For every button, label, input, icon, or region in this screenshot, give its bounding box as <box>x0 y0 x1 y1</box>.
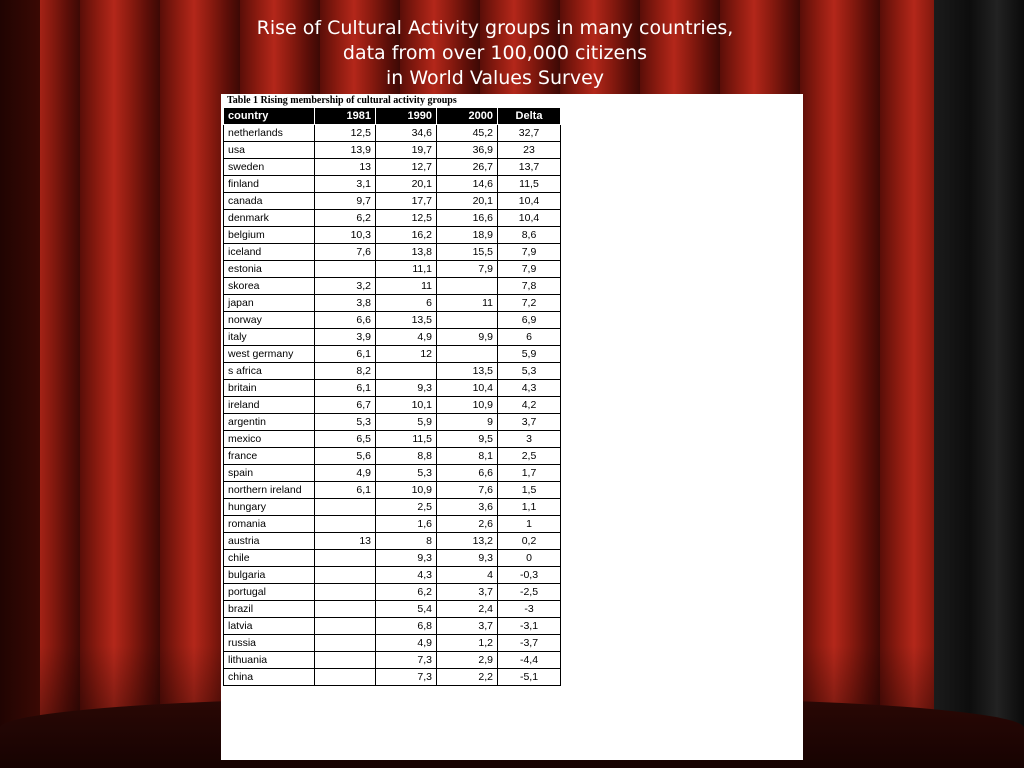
cell-1990: 5,3 <box>376 465 437 482</box>
cell-2000: 45,2 <box>437 125 498 142</box>
cell-country: spain <box>224 465 315 482</box>
cell-2000: 7,6 <box>437 482 498 499</box>
cell-1981: 13 <box>315 533 376 550</box>
cell-delta: 10,4 <box>498 193 561 210</box>
cell-2000: 9 <box>437 414 498 431</box>
cell-1981 <box>315 261 376 278</box>
table-caption: Table 1 Rising membership of cultural activity groups <box>227 95 457 106</box>
cell-country: russia <box>224 635 315 652</box>
cell-delta: 6 <box>498 329 561 346</box>
cell-2000: 3,7 <box>437 584 498 601</box>
cell-1990: 4,9 <box>376 635 437 652</box>
cell-1981 <box>315 635 376 652</box>
cell-1981: 6,1 <box>315 380 376 397</box>
cell-delta: 4,2 <box>498 397 561 414</box>
cell-2000: 2,2 <box>437 669 498 686</box>
cell-1990: 19,7 <box>376 142 437 159</box>
table-row <box>224 431 561 448</box>
cell-2000: 6,6 <box>437 465 498 482</box>
table-row <box>224 397 561 414</box>
table-body <box>224 125 561 686</box>
cell-1990: 7,3 <box>376 652 437 669</box>
cell-2000: 11 <box>437 295 498 312</box>
cell-2000 <box>437 278 498 295</box>
cell-country: iceland <box>224 244 315 261</box>
title-line-1: Rise of Cultural Activity groups in many countries, <box>256 17 734 39</box>
cell-1981 <box>315 669 376 686</box>
cell-1981: 9,7 <box>315 193 376 210</box>
table-row <box>224 261 561 278</box>
title-line-3: in World Values Survey <box>385 67 605 89</box>
cell-country: mexico <box>224 431 315 448</box>
header-2000: 2000 <box>437 108 498 125</box>
table-row <box>224 618 561 635</box>
cell-country: usa <box>224 142 315 159</box>
cell-country: finland <box>224 176 315 193</box>
cell-country: denmark <box>224 210 315 227</box>
table-row <box>224 567 561 584</box>
cell-2000: 2,4 <box>437 601 498 618</box>
cell-1990: 12,5 <box>376 210 437 227</box>
cell-1981: 6,5 <box>315 431 376 448</box>
cell-delta: 1,7 <box>498 465 561 482</box>
cell-delta: 11,5 <box>498 176 561 193</box>
cell-1990: 11,1 <box>376 261 437 278</box>
cell-delta: 8,6 <box>498 227 561 244</box>
cell-1990: 2,5 <box>376 499 437 516</box>
cell-1981: 3,2 <box>315 278 376 295</box>
cell-2000: 20,1 <box>437 193 498 210</box>
cell-country: ireland <box>224 397 315 414</box>
cell-1990: 12,7 <box>376 159 437 176</box>
cell-1990: 5,9 <box>376 414 437 431</box>
cell-2000: 8,1 <box>437 448 498 465</box>
cell-1990: 11,5 <box>376 431 437 448</box>
cell-country: estonia <box>224 261 315 278</box>
table-row <box>224 346 561 363</box>
table-header-row <box>224 108 561 125</box>
cell-1990: 20,1 <box>376 176 437 193</box>
cell-1990: 6,8 <box>376 618 437 635</box>
cell-country: france <box>224 448 315 465</box>
table-row <box>224 312 561 329</box>
cell-1981 <box>315 618 376 635</box>
cell-country: argentin <box>224 414 315 431</box>
cell-country: austria <box>224 533 315 550</box>
cell-2000: 10,4 <box>437 380 498 397</box>
cell-delta: 5,9 <box>498 346 561 363</box>
cell-2000: 2,9 <box>437 652 498 669</box>
table-row <box>224 584 561 601</box>
cell-delta: 7,8 <box>498 278 561 295</box>
cell-country: lithuania <box>224 652 315 669</box>
cell-2000: 3,6 <box>437 499 498 516</box>
cell-1981 <box>315 550 376 567</box>
cell-1990: 5,4 <box>376 601 437 618</box>
cell-1990: 13,8 <box>376 244 437 261</box>
cell-2000: 14,6 <box>437 176 498 193</box>
cell-1990: 6,2 <box>376 584 437 601</box>
cell-delta: -4,4 <box>498 652 561 669</box>
right-drape <box>934 0 1024 768</box>
cell-1981: 12,5 <box>315 125 376 142</box>
cell-1990: 1,6 <box>376 516 437 533</box>
cell-2000: 9,9 <box>437 329 498 346</box>
cell-delta: 3,7 <box>498 414 561 431</box>
cell-2000 <box>437 346 498 363</box>
cell-delta: 1,5 <box>498 482 561 499</box>
table-row <box>224 499 561 516</box>
cell-delta: 23 <box>498 142 561 159</box>
cell-delta: 0 <box>498 550 561 567</box>
cell-delta: 1,1 <box>498 499 561 516</box>
cell-1981: 6,2 <box>315 210 376 227</box>
cell-1981 <box>315 516 376 533</box>
table-row <box>224 176 561 193</box>
cell-country: china <box>224 669 315 686</box>
cell-delta: 1 <box>498 516 561 533</box>
cell-country: norway <box>224 312 315 329</box>
cell-1981: 5,3 <box>315 414 376 431</box>
cell-country: hungary <box>224 499 315 516</box>
cell-country: netherlands <box>224 125 315 142</box>
cell-delta: 5,3 <box>498 363 561 380</box>
cell-country: sweden <box>224 159 315 176</box>
table-row <box>224 329 561 346</box>
cell-2000: 4 <box>437 567 498 584</box>
table-row <box>224 482 561 499</box>
cell-1990: 13,5 <box>376 312 437 329</box>
cell-1981: 6,6 <box>315 312 376 329</box>
cell-1990: 8,8 <box>376 448 437 465</box>
cell-1981: 3,8 <box>315 295 376 312</box>
cell-2000: 13,2 <box>437 533 498 550</box>
cell-delta: -2,5 <box>498 584 561 601</box>
cell-2000: 15,5 <box>437 244 498 261</box>
table-row <box>224 652 561 669</box>
cell-delta: 4,3 <box>498 380 561 397</box>
cell-delta: 10,4 <box>498 210 561 227</box>
table-sheet <box>221 94 803 760</box>
cell-delta: 32,7 <box>498 125 561 142</box>
title-line-2: data from over 100,000 citizens <box>342 42 648 64</box>
cell-country: canada <box>224 193 315 210</box>
table-row <box>224 465 561 482</box>
cell-1981 <box>315 567 376 584</box>
table-row <box>224 380 561 397</box>
membership-table <box>223 107 561 686</box>
cell-1990: 10,1 <box>376 397 437 414</box>
cell-1981: 6,1 <box>315 482 376 499</box>
table-row <box>224 159 561 176</box>
cell-1990: 17,7 <box>376 193 437 210</box>
cell-1981: 6,1 <box>315 346 376 363</box>
cell-1981: 6,7 <box>315 397 376 414</box>
cell-1981: 13,9 <box>315 142 376 159</box>
cell-country: brazil <box>224 601 315 618</box>
cell-country: northern ireland <box>224 482 315 499</box>
cell-delta: 3 <box>498 431 561 448</box>
cell-2000: 3,7 <box>437 618 498 635</box>
cell-1981 <box>315 652 376 669</box>
cell-delta: -3,1 <box>498 618 561 635</box>
cell-2000: 18,9 <box>437 227 498 244</box>
cell-2000: 16,6 <box>437 210 498 227</box>
header-1981: 1981 <box>315 108 376 125</box>
cell-1990: 10,9 <box>376 482 437 499</box>
slide-title <box>180 16 810 91</box>
cell-delta: 7,2 <box>498 295 561 312</box>
cell-1981: 10,3 <box>315 227 376 244</box>
cell-delta: -0,3 <box>498 567 561 584</box>
cell-country: chile <box>224 550 315 567</box>
cell-1981 <box>315 499 376 516</box>
cell-1990: 9,3 <box>376 550 437 567</box>
cell-1981: 5,6 <box>315 448 376 465</box>
cell-1990 <box>376 363 437 380</box>
cell-1981: 3,9 <box>315 329 376 346</box>
cell-delta: 2,5 <box>498 448 561 465</box>
cell-country: skorea <box>224 278 315 295</box>
cell-country: britain <box>224 380 315 397</box>
left-drape <box>0 0 40 768</box>
table-row <box>224 193 561 210</box>
header-delta: Delta <box>498 108 561 125</box>
header-country: country <box>224 108 315 125</box>
cell-1981: 3,1 <box>315 176 376 193</box>
cell-delta: 13,7 <box>498 159 561 176</box>
table-row <box>224 448 561 465</box>
cell-1981: 4,9 <box>315 465 376 482</box>
cell-1990: 34,6 <box>376 125 437 142</box>
cell-2000: 9,5 <box>437 431 498 448</box>
table-row <box>224 295 561 312</box>
cell-1990: 4,9 <box>376 329 437 346</box>
table-row <box>224 363 561 380</box>
cell-1990: 8 <box>376 533 437 550</box>
cell-country: italy <box>224 329 315 346</box>
cell-2000: 26,7 <box>437 159 498 176</box>
cell-country: japan <box>224 295 315 312</box>
cell-delta: 7,9 <box>498 261 561 278</box>
table-row <box>224 601 561 618</box>
cell-country: west germany <box>224 346 315 363</box>
table-row <box>224 516 561 533</box>
table-row <box>224 414 561 431</box>
cell-2000: 7,9 <box>437 261 498 278</box>
cell-1990: 9,3 <box>376 380 437 397</box>
cell-delta: 6,9 <box>498 312 561 329</box>
cell-delta: -3,7 <box>498 635 561 652</box>
cell-country: belgium <box>224 227 315 244</box>
table-row <box>224 635 561 652</box>
cell-1990: 7,3 <box>376 669 437 686</box>
cell-country: portugal <box>224 584 315 601</box>
table-row <box>224 550 561 567</box>
cell-country: s africa <box>224 363 315 380</box>
cell-delta: 0,2 <box>498 533 561 550</box>
cell-1981: 8,2 <box>315 363 376 380</box>
table-row <box>224 669 561 686</box>
table-row <box>224 142 561 159</box>
table-row <box>224 227 561 244</box>
cell-country: romania <box>224 516 315 533</box>
cell-1981: 13 <box>315 159 376 176</box>
table-row <box>224 125 561 142</box>
cell-2000: 9,3 <box>437 550 498 567</box>
cell-1981: 7,6 <box>315 244 376 261</box>
cell-country: latvia <box>224 618 315 635</box>
cell-2000: 36,9 <box>437 142 498 159</box>
table-row <box>224 278 561 295</box>
cell-delta: -3 <box>498 601 561 618</box>
cell-delta: -5,1 <box>498 669 561 686</box>
cell-1990: 6 <box>376 295 437 312</box>
cell-1981 <box>315 584 376 601</box>
cell-country: bulgaria <box>224 567 315 584</box>
cell-1981 <box>315 601 376 618</box>
cell-2000 <box>437 312 498 329</box>
cell-1990: 16,2 <box>376 227 437 244</box>
table-row <box>224 244 561 261</box>
cell-1990: 12 <box>376 346 437 363</box>
header-1990: 1990 <box>376 108 437 125</box>
cell-2000: 1,2 <box>437 635 498 652</box>
table-row <box>224 533 561 550</box>
cell-1990: 11 <box>376 278 437 295</box>
cell-1990: 4,3 <box>376 567 437 584</box>
cell-delta: 7,9 <box>498 244 561 261</box>
cell-2000: 2,6 <box>437 516 498 533</box>
cell-2000: 13,5 <box>437 363 498 380</box>
table-row <box>224 210 561 227</box>
cell-2000: 10,9 <box>437 397 498 414</box>
